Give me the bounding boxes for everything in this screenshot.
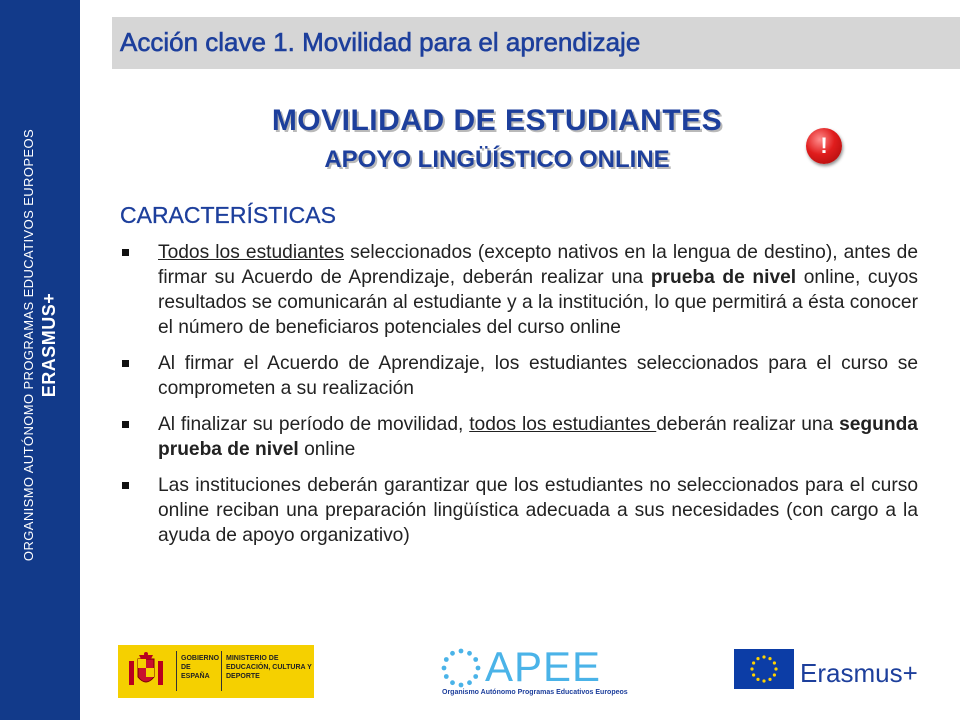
- square-bullet-icon: [122, 421, 129, 428]
- bullet-text-underlined: todos los estudiantes: [469, 414, 657, 435]
- header-band: [112, 17, 960, 69]
- sidebar: [0, 0, 80, 720]
- apee-logo: [440, 643, 628, 700]
- section-heading: CARACTERÍSTICAS: [120, 202, 336, 228]
- sidebar-program: ERASMUS+: [39, 292, 59, 398]
- bullet-text-underlined: Todos los estudiantes: [158, 242, 345, 263]
- slide-subtitle: APOYO LINGÜÍSTICO ONLINE: [324, 146, 670, 173]
- coat-of-arms-icon: [126, 651, 166, 691]
- slide-title: MOVILIDAD DE ESTUDIANTES: [271, 104, 723, 137]
- bullet-item: [118, 351, 918, 401]
- header-title: Acción clave 1. Movilidad para el aprendizaje: [120, 27, 641, 57]
- government-logo: [118, 645, 314, 698]
- square-bullet-icon: [122, 482, 129, 489]
- bullet-item: [118, 412, 918, 462]
- bullet-text-bold: segunda prueba de nivel: [158, 414, 918, 460]
- eu-flag-icon: [734, 649, 794, 689]
- sidebar-text: [20, 129, 60, 561]
- square-bullet-icon: [122, 249, 129, 256]
- sidebar-organization: ORGANISMO AUTÓNOMO PROGRAMAS EDUCATIVOS EUROPEOS: [21, 128, 36, 562]
- divider: [221, 651, 222, 691]
- bullet-text: online: [298, 439, 356, 460]
- government-label: GOBIERNO DE ESPAÑA: [181, 655, 220, 680]
- exclamation-icon: !: [806, 128, 842, 164]
- bullet-list: [118, 240, 918, 559]
- ministry-label: MINISTERIO DE EDUCACIÓN, CULTURA Y DEPORTE: [226, 655, 312, 680]
- bullet-text: online, cuyos resultados se comunicarán al estudiante y a la institución, lo que permitirá a ésta conocer el número de beneficiaros potenciales del curso online: [158, 267, 918, 338]
- erasmus-wordmark: Erasmus+: [800, 658, 918, 688]
- square-bullet-icon: [122, 360, 129, 367]
- bullet-item: [118, 473, 918, 548]
- bullet-text: deberán realizar una: [656, 414, 840, 435]
- bullet-text-bold: prueba de nivel: [650, 267, 797, 288]
- apee-caption: Organismo Autónomo Programas Educativos Europeos: [442, 689, 628, 696]
- bullet-text: Al firmar el Acuerdo de Aprendizaje, los estudiantes seleccionados para el curso se comprometen a su realización: [158, 353, 918, 399]
- erasmus-logo: [734, 649, 934, 693]
- bullet-item: [118, 240, 918, 340]
- bullet-text: seleccionados (excepto nativos en la lengua de destino), antes de firmar su Acuerdo de Aprendizaje, deberán realizar una: [158, 242, 919, 288]
- star-ring-icon: [440, 647, 482, 689]
- bullet-text: Las instituciones deberán garantizar que los estudiantes no seleccionados para el curso online reciban una preparación lingüística adecuada a sus necesidades (con cargo a la ayuda de apoyo organizativo): [158, 475, 918, 546]
- divider: [176, 651, 177, 691]
- apee-wordmark: APEE: [485, 643, 602, 690]
- bullet-text: Al finalizar su período de movilidad,: [158, 414, 470, 435]
